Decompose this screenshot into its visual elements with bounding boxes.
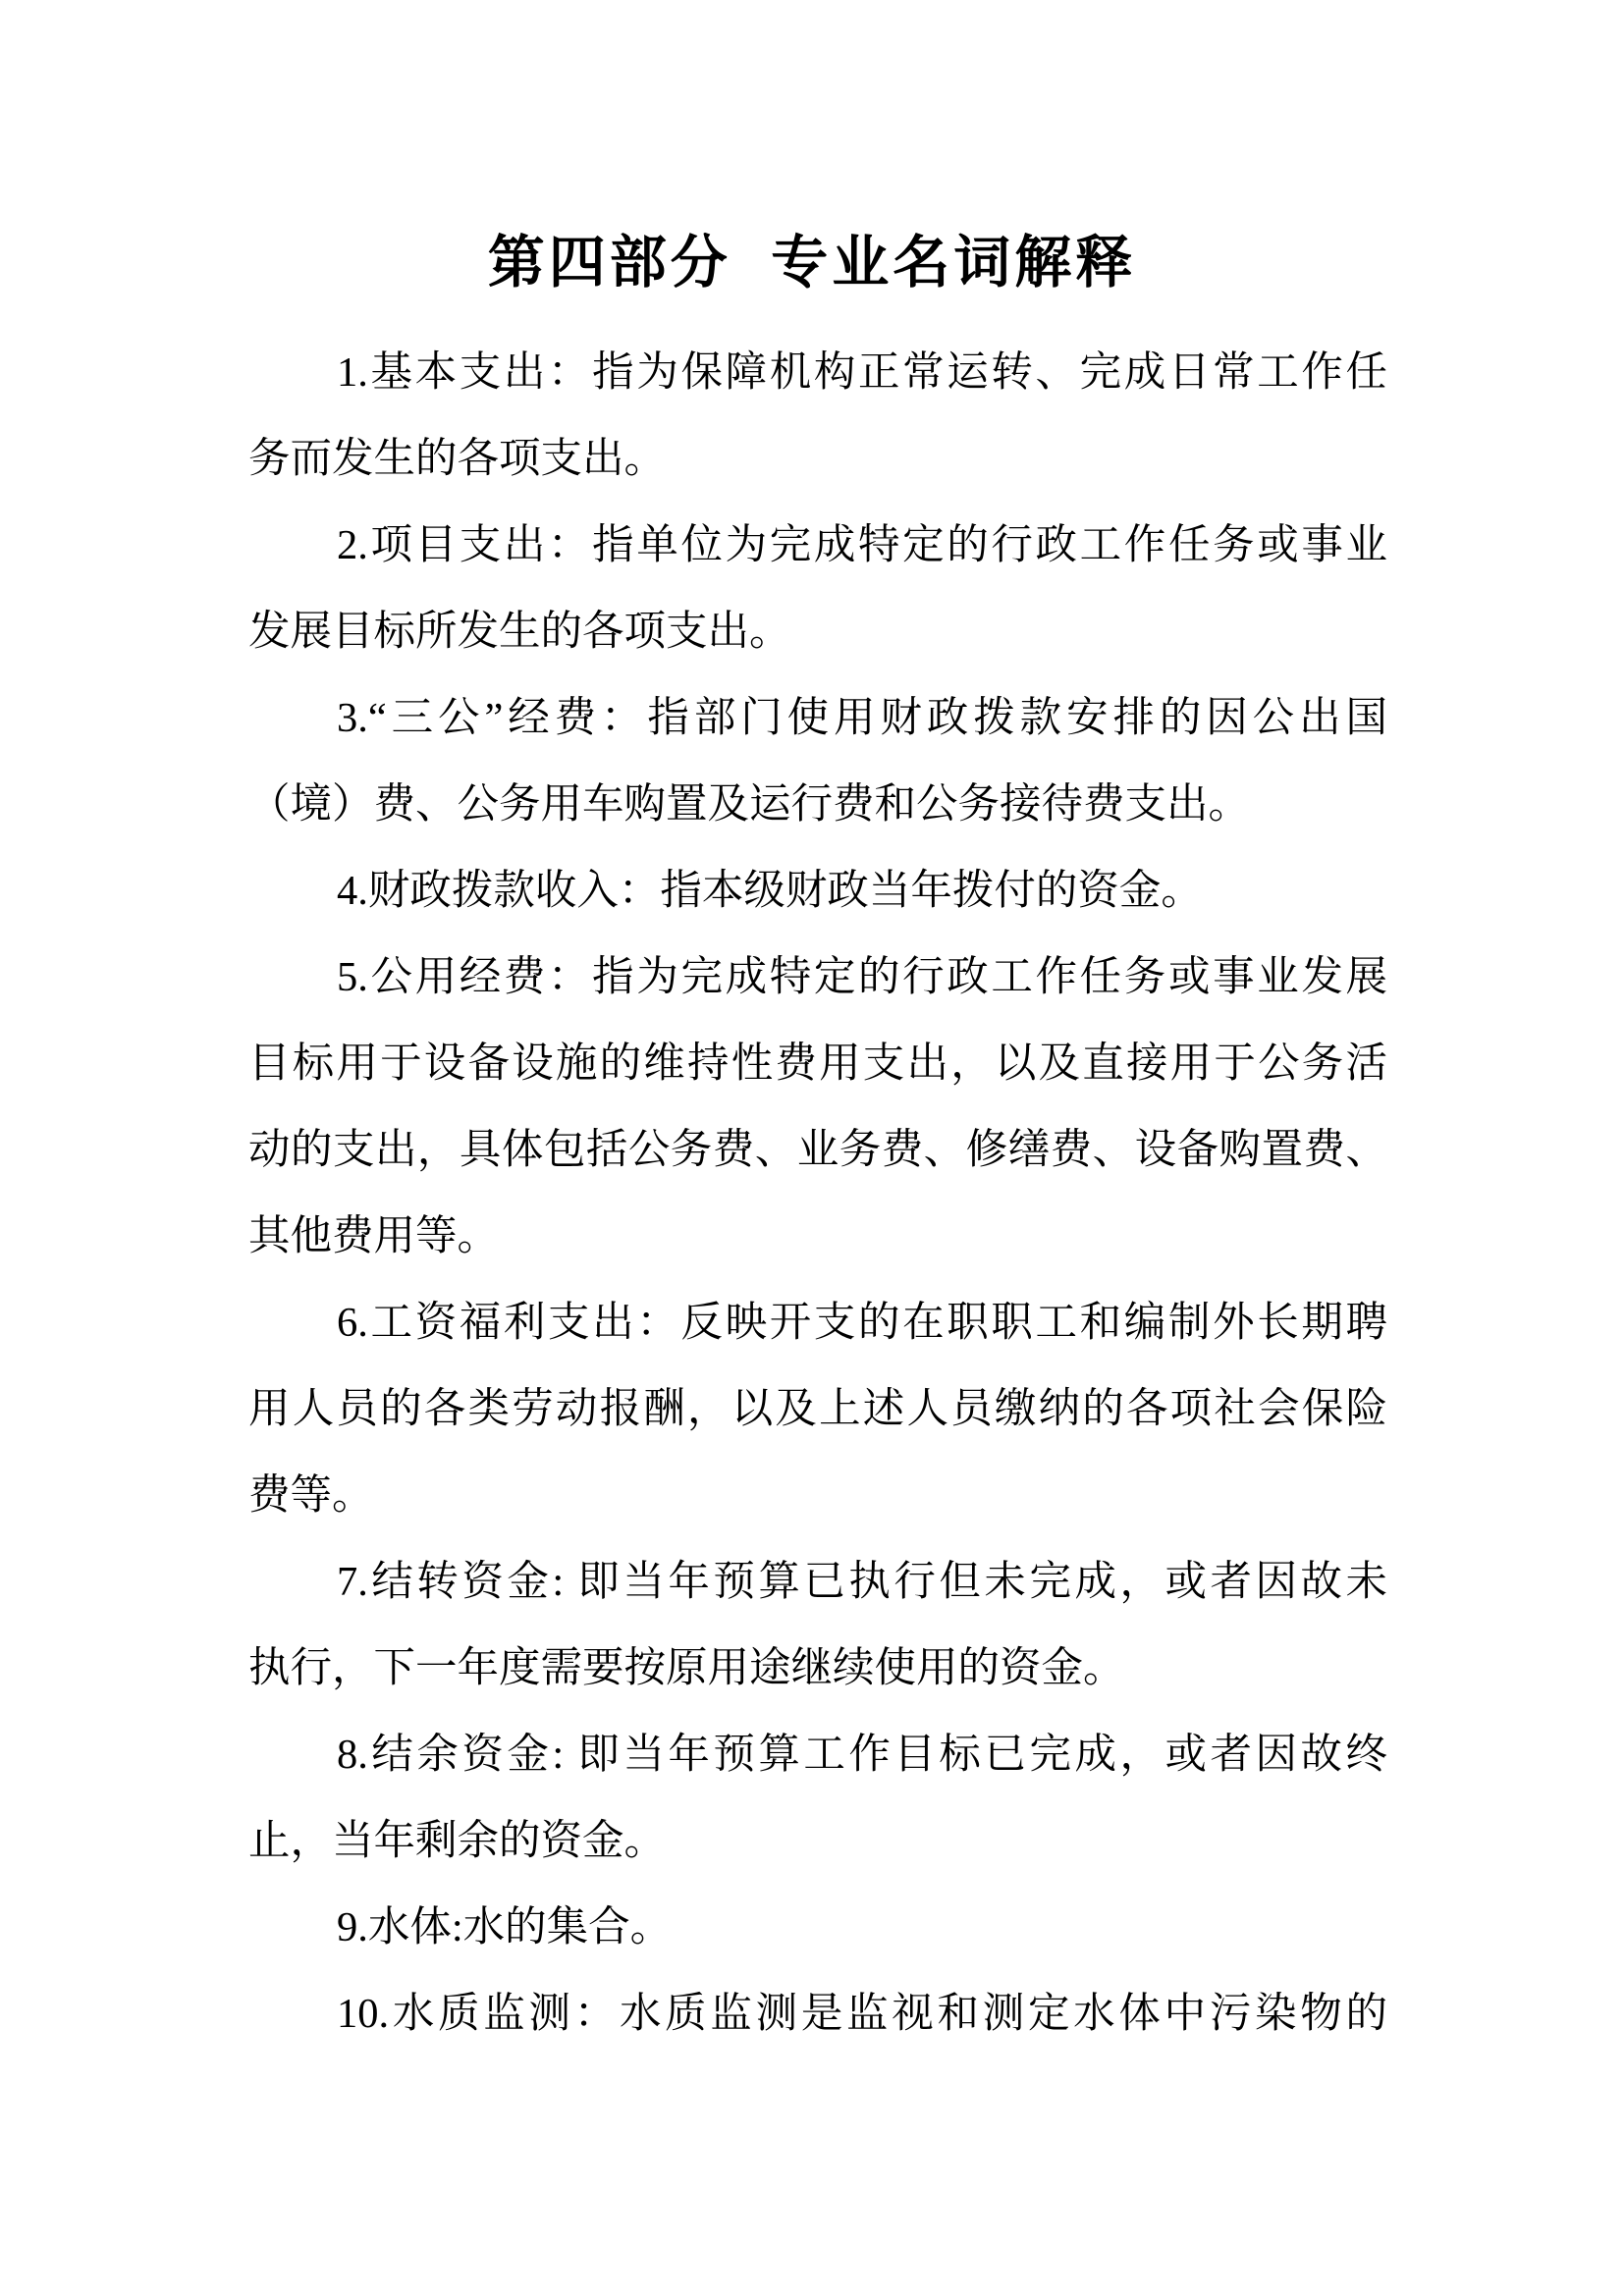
paragraph-line: 9.水体:水的集合。 <box>337 1904 673 1950</box>
paragraph-line: 7.结转资金: 即当年预算已执行但未完成，或者因故未 <box>337 1559 1387 1605</box>
definitions-list <box>248 330 1387 2057</box>
definition-surplus-funds <box>248 1712 1387 1885</box>
paragraph-line: 费等。 <box>248 1472 374 1519</box>
paragraph-line: 执行，下一年度需要按原用途继续使用的资金。 <box>248 1645 1125 1691</box>
paragraph-line: 8.结余资金: 即当年预算工作目标已完成，或者因故终 <box>337 1732 1387 1778</box>
paragraph-line: 5.公用经费：指为完成特定的行政工作任务或事业发展 <box>337 954 1387 1000</box>
paragraph-line: 用人员的各类劳动报酬，以及上述人员缴纳的各项社会保险 <box>248 1386 1387 1432</box>
page-title: 第四部分 专业名词解释 <box>487 231 1137 294</box>
paragraph-line: 3.“三公”经费：指部门使用财政拨款安排的因公出国 <box>337 695 1387 741</box>
paragraph-line: 止，当年剩余的资金。 <box>248 1818 667 1864</box>
definition-carryover-funds <box>248 1539 1387 1712</box>
paragraph-line: 1.基本支出：指为保障机构正常运转、完成日常工作任 <box>337 349 1387 396</box>
definition-basic-expenditure <box>248 330 1387 503</box>
paragraph-line: 10.水质监测：水质监测是监视和测定水体中污染物的 <box>337 1991 1387 2037</box>
definition-three-public-expenses <box>248 675 1387 848</box>
definition-water-body <box>248 1885 1387 1971</box>
paragraph-line: 2.项目支出：指单位为完成特定的行政工作任务或事业 <box>337 522 1387 568</box>
paragraph-line: 务而发生的各项支出。 <box>248 436 667 482</box>
paragraph-line: 目标用于设备设施的维持性费用支出，以及直接用于公务活 <box>248 1041 1387 1087</box>
paragraph-line: 6.工资福利支出：反映开支的在职职工和编制外长期聘 <box>337 1300 1387 1346</box>
definition-public-funds <box>248 934 1387 1280</box>
paragraph-line: 4.财政拨款收入：指本级财政当年拨付的资金。 <box>337 868 1203 914</box>
paragraph-line: （境）费、公务用车购置及运行费和公务接待费支出。 <box>248 781 1251 828</box>
paragraph-line: 动的支出，具体包括公务费、业务费、修缮费、设备购置费、 <box>248 1127 1387 1173</box>
paragraph-line: 其他费用等。 <box>248 1213 500 1259</box>
definition-project-expenditure <box>248 503 1387 675</box>
paragraph-line: 发展目标所发生的各项支出。 <box>248 609 791 655</box>
definition-water-quality-monitoring <box>248 1971 1387 2057</box>
definition-fiscal-appropriation-income <box>248 848 1387 934</box>
definition-wages-welfare <box>248 1280 1387 1539</box>
